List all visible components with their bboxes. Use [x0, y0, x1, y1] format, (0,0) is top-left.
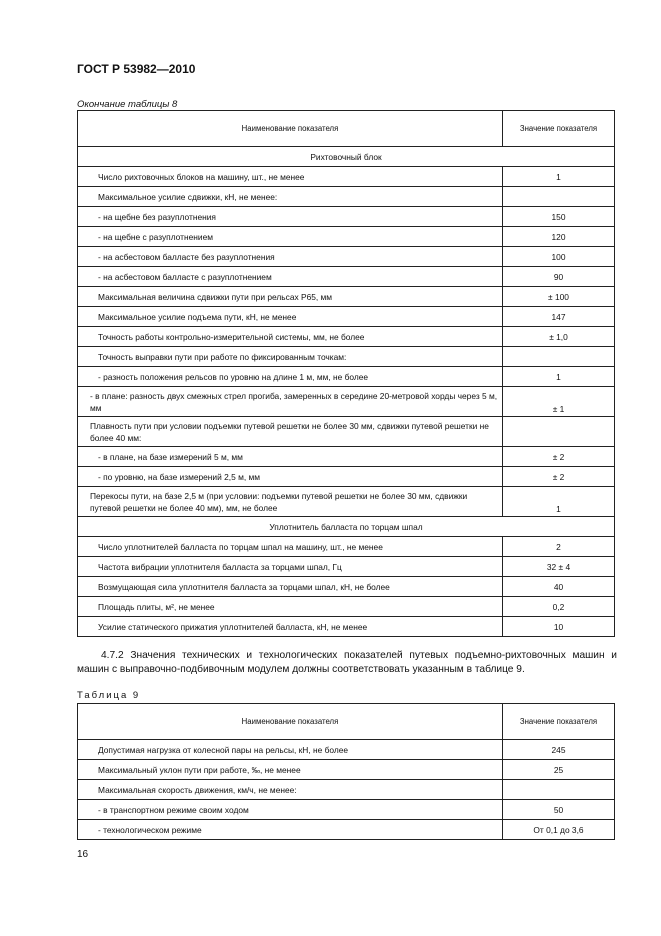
indicator-value: 100	[503, 247, 615, 267]
indicator-value: 90	[503, 267, 615, 287]
table-row	[78, 167, 615, 187]
section-title: Уплотнитель балласта по торцам шпал	[78, 517, 615, 537]
table-9	[77, 703, 615, 840]
column-header-name: Наименование показателя	[78, 111, 503, 147]
indicator-value: 1	[503, 487, 615, 517]
indicator-value: ± 2	[503, 467, 615, 487]
table-row	[78, 740, 615, 760]
indicator-value: 120	[503, 227, 615, 247]
table-row	[78, 487, 615, 517]
indicator-value: 245	[503, 740, 615, 760]
indicator-name: Максимальная величина сдвижки пути при рельсах Р65, мм	[78, 287, 503, 307]
indicator-name: - в плане, на базе измерений 5 м, мм	[78, 447, 503, 467]
table-row	[78, 247, 615, 267]
indicator-value: 0,2	[503, 597, 615, 617]
indicator-value: 2	[503, 537, 615, 557]
indicator-name: - на асбестовом балласте с разуплотнением	[78, 267, 503, 287]
indicator-name: Возмущающая сила уплотнителя балласта за торцами шпал, кН, не более	[78, 577, 503, 597]
document-title: ГОСТ Р 53982—2010	[77, 62, 196, 76]
table-header-row	[78, 111, 615, 147]
table-row	[78, 227, 615, 247]
column-header-value: Значение показателя	[503, 704, 615, 740]
table-8	[77, 110, 615, 637]
indicator-value: 147	[503, 307, 615, 327]
indicator-name: - в транспортном режиме своим ходом	[78, 800, 503, 820]
table-row	[78, 417, 615, 447]
indicator-name: - по уровню, на базе измерений 2,5 м, мм	[78, 467, 503, 487]
table-8-caption: Окончание таблицы 8	[77, 99, 178, 110]
indicator-name: Точность выправки пути при работе по фиксированным точкам:	[78, 347, 503, 367]
indicator-value: От 0,1 до 3,6	[503, 820, 615, 840]
table-section-row	[78, 517, 615, 537]
indicator-name: - на щебне с разуплотнением	[78, 227, 503, 247]
indicator-value: ± 1	[503, 387, 615, 417]
table-header-row	[78, 704, 615, 740]
table-row	[78, 387, 615, 417]
table-row	[78, 447, 615, 467]
table-row	[78, 367, 615, 387]
indicator-value: ± 2	[503, 447, 615, 467]
indicator-value	[503, 780, 615, 800]
indicator-name: Точность работы контрольно-измерительной системы, мм, не более	[78, 327, 503, 347]
table-row	[78, 800, 615, 820]
indicator-name: Максимальный уклон пути при работе, ‰, не менее	[78, 760, 503, 780]
table-row	[78, 780, 615, 800]
indicator-value: 32 ± 4	[503, 557, 615, 577]
table-8-body	[78, 111, 615, 637]
indicator-value	[503, 187, 615, 207]
table-section-row	[78, 147, 615, 167]
indicator-name: - на щебне без разуплотнения	[78, 207, 503, 227]
indicator-name: Частота вибрации уплотнителя балласта за торцами шпал, Гц	[78, 557, 503, 577]
table-row	[78, 287, 615, 307]
table-row	[78, 207, 615, 227]
indicator-value: 1	[503, 167, 615, 187]
table-row	[78, 597, 615, 617]
indicator-name: Число уплотнителей балласта по торцам шпал на машину, шт., не менее	[78, 537, 503, 557]
indicator-name: - разность положения рельсов по уровню на длине 1 м, мм, не более	[78, 367, 503, 387]
column-header-name: Наименование показателя	[78, 704, 503, 740]
table-row	[78, 267, 615, 287]
indicator-name: Усилие статического прижатия уплотнителей балласта, кН, не менее	[78, 617, 503, 637]
indicator-value: 40	[503, 577, 615, 597]
table-row	[78, 760, 615, 780]
indicator-value: 150	[503, 207, 615, 227]
indicator-name: Плавность пути при условии подъемки путевой решетки не более 30 мм, сдвижки путевой решетки не более 40 мм:	[78, 417, 503, 447]
table-row	[78, 307, 615, 327]
table-9-caption: Таблица 9	[77, 690, 141, 701]
indicator-value: ± 1,0	[503, 327, 615, 347]
indicator-name: Число рихтовочных блоков на машину, шт., не менее	[78, 167, 503, 187]
indicator-name: - в плане: разность двух смежных стрел прогиба, замеренных в середине 20-метровой хорды через 5 м, мм	[78, 387, 503, 417]
table-row	[78, 187, 615, 207]
column-header-value: Значение показателя	[503, 111, 615, 147]
indicator-name: Перекосы пути, на базе 2,5 м (при условии: подъемки путевой решетки не более 30 мм, сдвижки путевой решетки не более 40 мм), мм, не более	[78, 487, 503, 517]
table-row	[78, 617, 615, 637]
page-number: 16	[77, 849, 89, 860]
indicator-name: Площадь плиты, м², не менее	[78, 597, 503, 617]
indicator-name: Максимальное усилие сдвижки, кН, не менее:	[78, 187, 503, 207]
indicator-value: ± 100	[503, 287, 615, 307]
table-9-body	[78, 704, 615, 840]
table-row	[78, 577, 615, 597]
table-row	[78, 537, 615, 557]
table-row	[78, 467, 615, 487]
indicator-name: - технологическом режиме	[78, 820, 503, 840]
indicator-name: Максимальное усилие подъема пути, кН, не менее	[78, 307, 503, 327]
indicator-name: Допустимая нагрузка от колесной пары на рельсы, кН, не более	[78, 740, 503, 760]
table-row	[78, 820, 615, 840]
table-row	[78, 347, 615, 367]
indicator-name: Максимальная скорость движения, км/ч, не менее:	[78, 780, 503, 800]
indicator-value: 10	[503, 617, 615, 637]
indicator-value	[503, 417, 615, 447]
indicator-value	[503, 347, 615, 367]
section-title: Рихтовочный блок	[78, 147, 615, 167]
table-row	[78, 327, 615, 347]
indicator-value: 25	[503, 760, 615, 780]
section-paragraph: 4.7.2 Значения технических и технологических показателей путевых подъемно-рихтовочных машин и машин с выправочно-подбивочным модулем должны соответствовать указанным в таблице 9.	[77, 650, 617, 675]
indicator-name: - на асбестовом балласте без разуплотнения	[78, 247, 503, 267]
indicator-value: 50	[503, 800, 615, 820]
indicator-value: 1	[503, 367, 615, 387]
table-row	[78, 557, 615, 577]
